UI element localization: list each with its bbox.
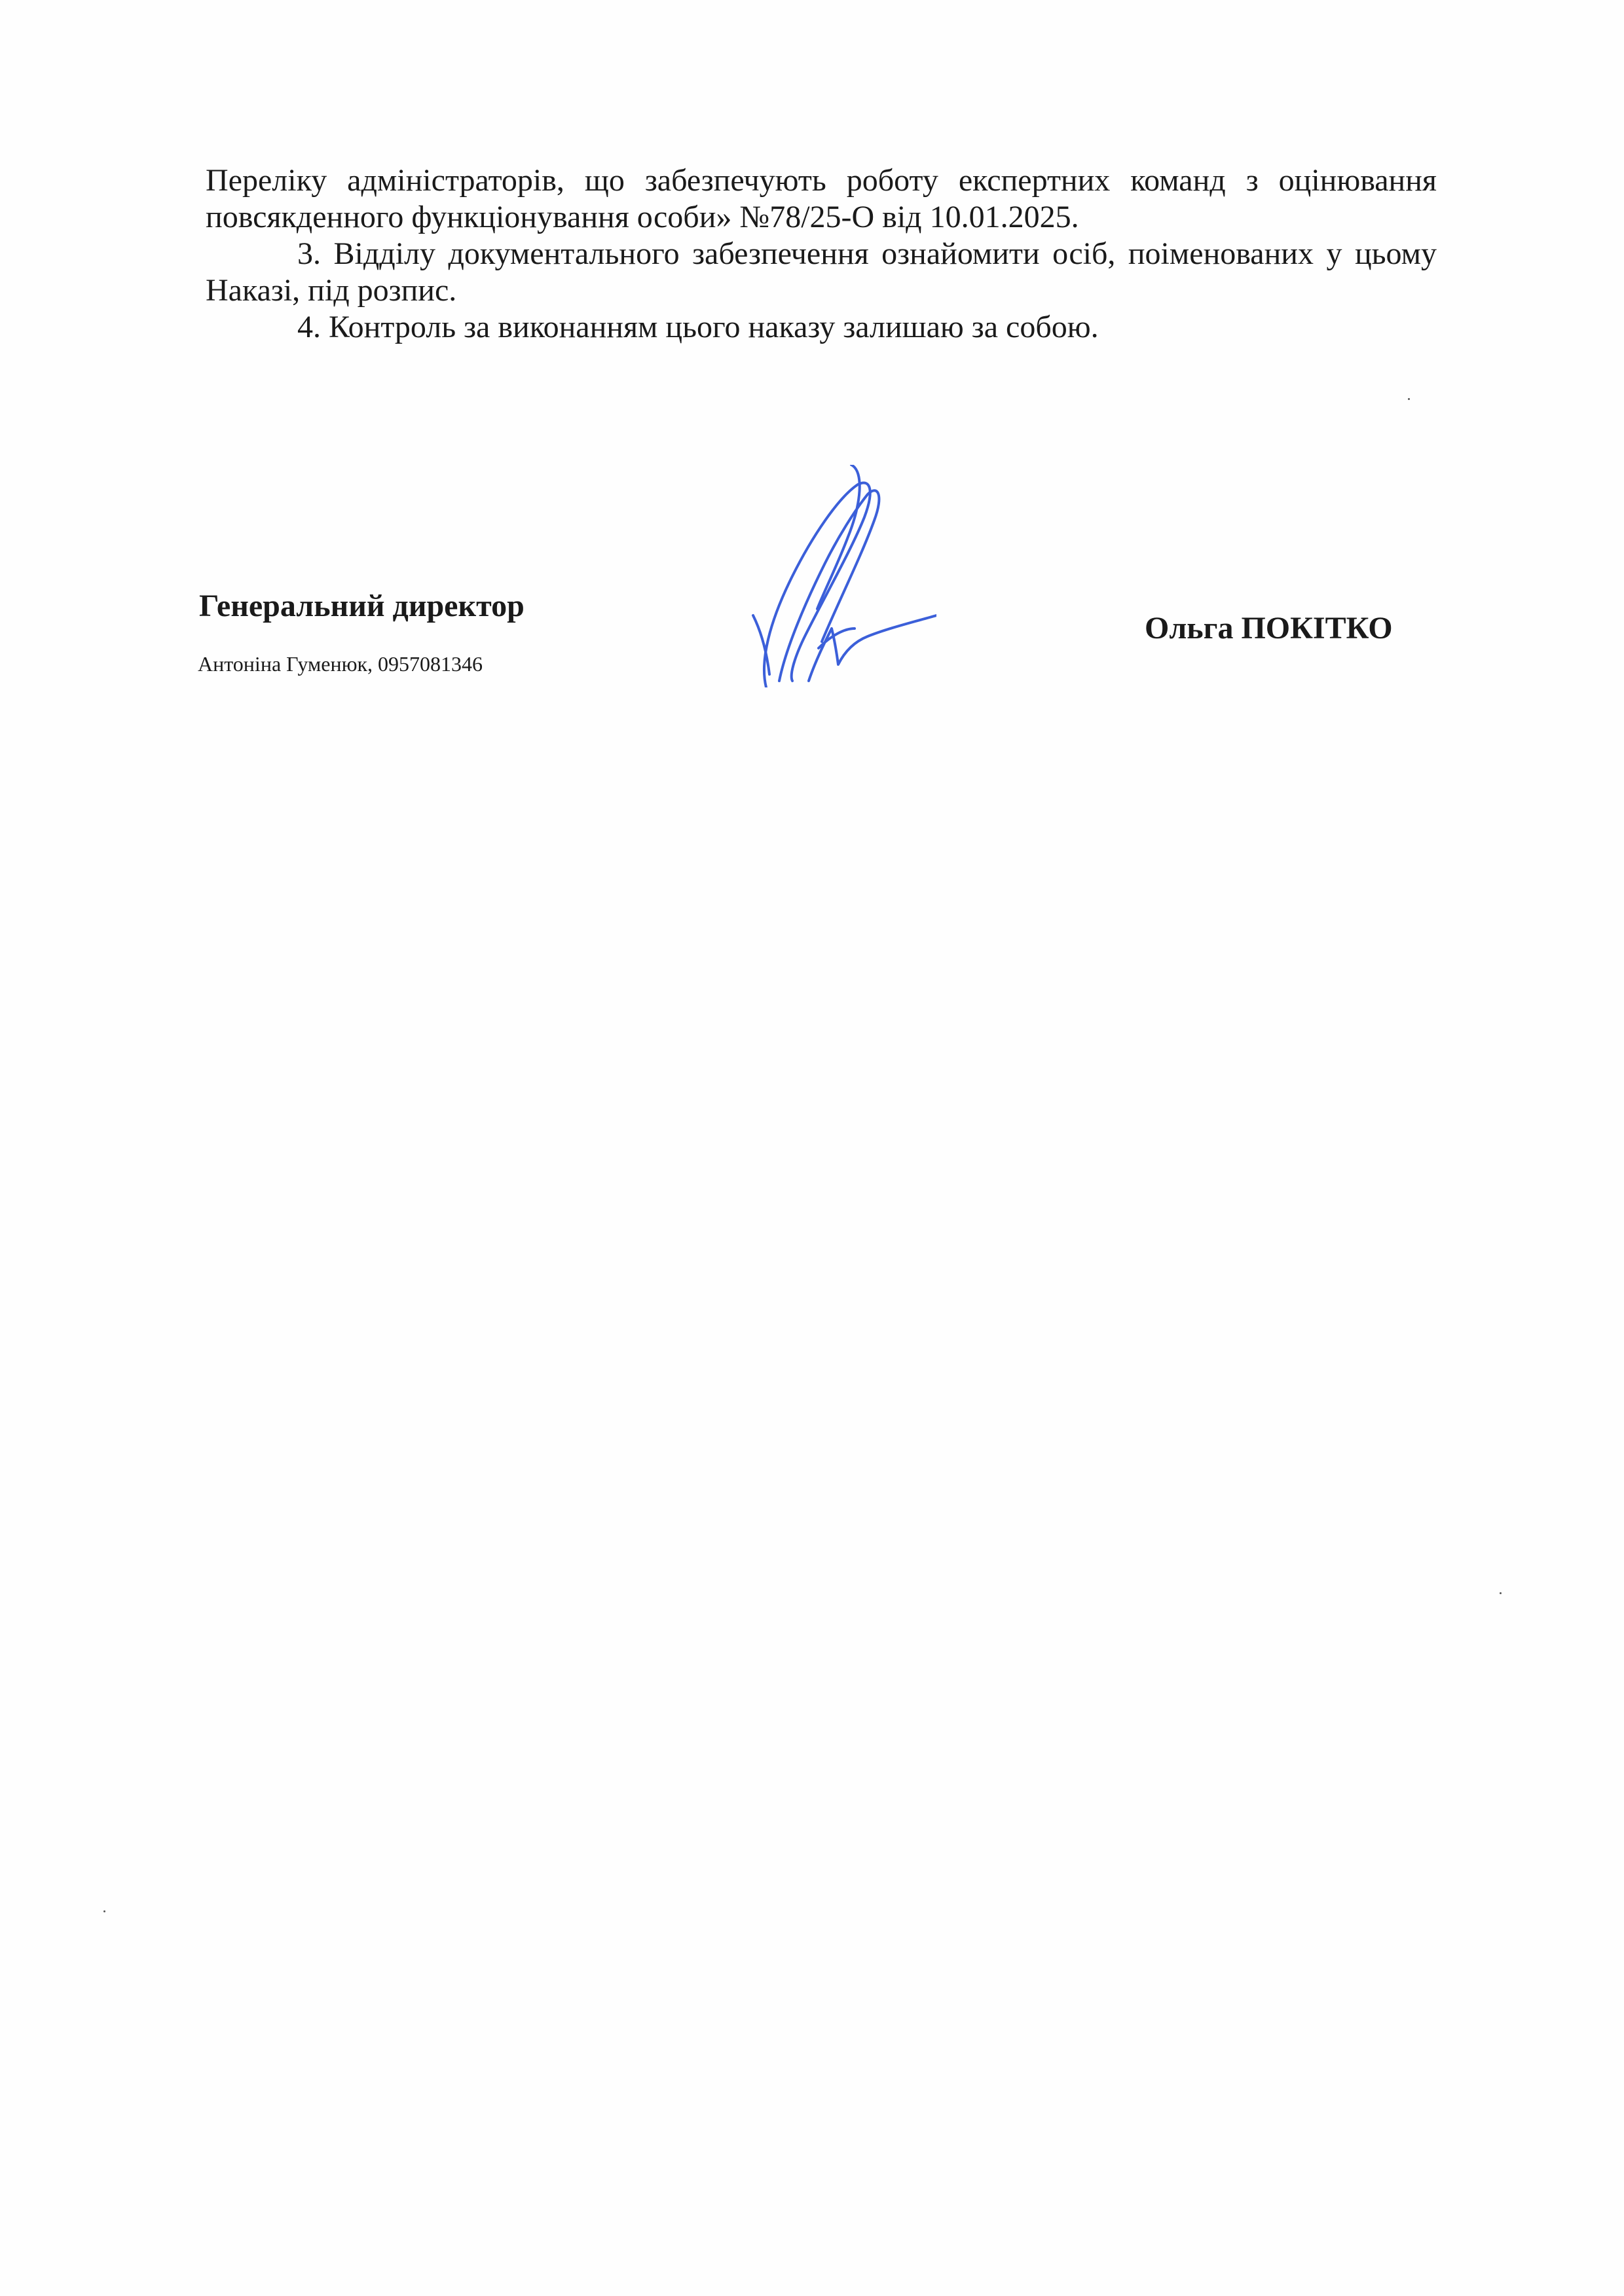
scan-speck (1408, 398, 1410, 400)
paragraph-list-reference: Переліку адміністраторів, що забезпечують роботу експертних команд з оцінювання повсякденного функціонування особи» №78/25-О від 10.01.2025. (206, 163, 1437, 234)
handwritten-signature (740, 465, 936, 687)
position-title: Генеральний директор (199, 589, 525, 623)
signatory-name: Ольга ПОКІТКО (1145, 611, 1393, 646)
scan-speck (1500, 1592, 1502, 1594)
executor-contact: Антоніна Гуменюк, 0957081346 (198, 652, 483, 676)
scan-speck (103, 1910, 105, 1912)
paragraph-item-3: 3. Відділу документального забезпечення ознайомити осіб, поіменованих у цьому Наказі, під розпис. (206, 236, 1437, 308)
paragraph-item-4: 4. Контроль за виконанням цього наказу залишаю за собою. (297, 310, 1099, 344)
document-body (206, 162, 1437, 346)
